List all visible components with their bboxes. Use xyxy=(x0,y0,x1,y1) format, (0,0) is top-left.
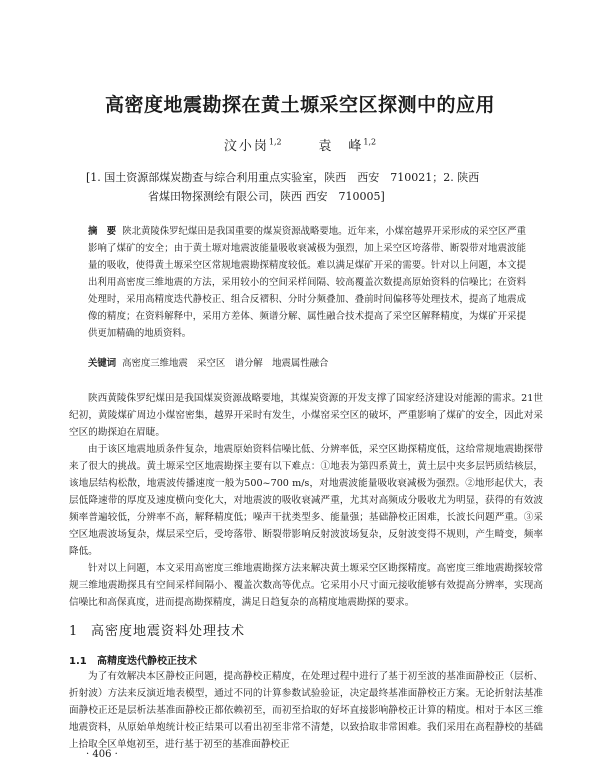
author-affiliation-mark: 1,2 xyxy=(268,137,282,147)
author-name: 袁 峰 xyxy=(318,139,364,154)
section-heading xyxy=(69,620,245,639)
body-paragraph: 陕西黄陵侏罗纪煤田是我国煤炭资源战略要地，其煤炭资源的开发支撑了国家经济建设对能源的需求。21世纪初，黄陵煤矿周边小煤窑密集，越界开采时有发生，小煤窑采空区的破坏，严重影响了煤矿的安全，因此对采空区的勘探迫在眉睫。 xyxy=(69,393,543,438)
body-paragraph: 为了有效解决本区静校正问题，提高静校正精度，在处理过程中进行了基于初至波的基准面静校正（层析、折射波）方法来反演近地表模型，通过不同的计算参数试验验证，决定最终基准面静校正方案。无论折射法基准面静校正还是层析法基准面静校正都依赖初至，而初至拾取的好坏直接影响静校正计算的精度。相对于本区三维地震资料，从原始单炮统计校正结果可以看出初至非常不清楚，以致拾取非常困难。我们采用在高程静校的基础上拾取全区单炮初至，进行基于初至的基准面静校正 xyxy=(69,671,543,750)
section-number: 1 xyxy=(69,624,79,639)
intro-body xyxy=(69,390,543,611)
abstract-label: 摘 要 xyxy=(88,226,117,237)
paper-title: 高密度地震勘探在黄土塬采空区探测中的应用 xyxy=(104,94,495,116)
abstract-text: 陕北黄陵侏罗纪煤田是我国重要的煤炭资源战略要地。近年来，小煤窑越界开采形成的采空区严重影响了煤矿的安全；由于黄土塬对地震波能量吸收衰减极为强烈，加上采空区垮落带、断裂带对地震波能量的吸收，使得黄土塬采空区常规地震勘探精度较低。难以满足煤矿开采的需要。针对以上问题，本文提出利用高密度三维地震的方法，采用较小的空间采样间隔、较高覆盖次数提高原始资料的信噪比；在资料处理时，采用高精度迭代静校正、组合反褶积、分时分频叠加、叠前时间偏移等处理技术，提高了地震成像的精度；在资料解释中，采用方差体、频谱分解、属性融合技术提高了采空区解释精度，为煤矿开采提供更加精确的地质资料。 xyxy=(88,226,526,339)
author-affiliation-mark: 1,2 xyxy=(363,137,377,147)
keywords xyxy=(88,355,526,369)
keywords-text: 高密度三维地震 采空区 谱分解 地震属性融合 xyxy=(122,358,329,369)
author-name: 汶小岗 xyxy=(223,139,269,154)
body-paragraph: 由于该区地震地质条件复杂，地震原始资料信噪比低、分辨率低，采空区勘探精度低，这给常规地震勘探带来了很大的挑战。黄土塬采空区地震勘探主要有以下难点：①地表为第四系黄土，黄土层中夹多层钙质结核层，该地层结构松散，地震波传播速度一般为500~700 m/s，对地震波能量吸收衰减极为强烈。②地形起伏大，表层低降速带的厚度及速度横向变化大，对地震波的吸收衰减严重，尤其对高频成分吸收尤为明显，获得的有效波频率普遍较低，分辨率不高，解释精度低；噪声干扰类型多、能量强；基础静校正困难，长波长问题严重。③采空区地震波场复杂，煤层采空后，受垮落带、断裂带影响反射波波场复杂，反射波变得不规则，产生畸变，频率降低。 xyxy=(69,444,543,557)
section-title: 高密度地震资料处理技术 xyxy=(91,624,246,639)
body-paragraph: 针对以上问题，本文采用高密度三维地震勘探方法来解决黄土塬采空区勘探精度。高密度三维地震勘探较常规三维地震勘探具有空间采样间隔小、覆盖次数高等优点。它采用小尺寸面元接收能够有效提高分辨率，实现高信噪比和高保真度，进而提高勘探精度，满足日趋复杂的高精度地震勘探的要求。 xyxy=(69,563,543,608)
abstract xyxy=(88,223,526,342)
affiliation-block xyxy=(86,168,536,206)
author-line xyxy=(40,135,560,154)
subsection-number: 1.1 xyxy=(69,656,87,667)
section-body xyxy=(69,668,543,753)
affiliation-line-2: 省煤田物探测绘有限公司，陕西 西安 710005] xyxy=(148,190,385,203)
page-number: · 406 · xyxy=(86,749,118,760)
affiliation-line-1: [1. 国土资源部煤炭勘查与综合利用重点实验室，陕西 西安 710021；2. 陕西 xyxy=(86,171,480,184)
keywords-label: 关键词 xyxy=(88,358,117,369)
subsection-heading xyxy=(69,652,197,667)
subsection-title: 高精度迭代静校正技术 xyxy=(97,656,197,667)
